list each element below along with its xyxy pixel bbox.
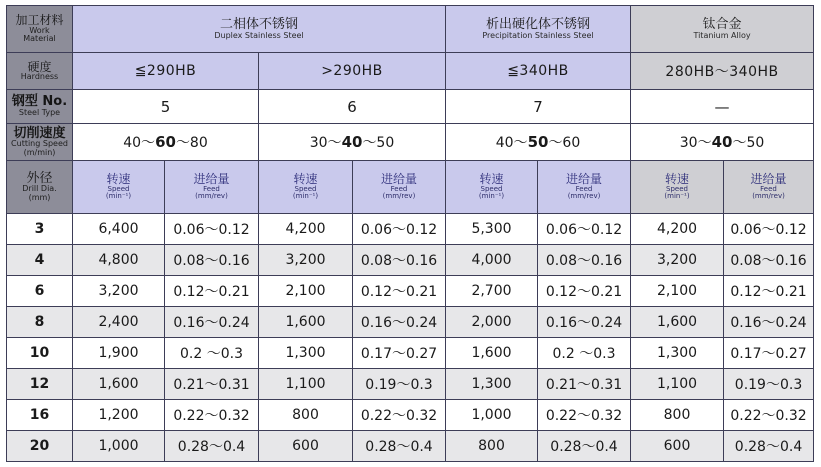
feed-header-sub2: (mm/rev) xyxy=(195,192,228,201)
cutting-speed-label-cell xyxy=(7,124,73,161)
table-cell: 1,600 xyxy=(446,338,538,369)
table-cell: 0.08～0.16 xyxy=(538,245,631,276)
table-cell: 0.22～0.32 xyxy=(724,400,814,431)
table-cell: 0.2 ～0.3 xyxy=(165,338,259,369)
table-row xyxy=(7,338,814,369)
table-cell: 0.17～0.27 xyxy=(353,338,446,369)
table-cell: 0.08～0.16 xyxy=(353,245,446,276)
cutting-speed-recommended: 40 xyxy=(341,133,363,151)
cutting-speed-value xyxy=(259,124,446,161)
table-cell: 0.28～0.4 xyxy=(165,431,259,462)
speed-header-label: 转速 xyxy=(106,172,131,187)
table-row xyxy=(7,400,814,431)
table-cell: 4,000 xyxy=(446,245,538,276)
work-material-sub1: Work xyxy=(29,25,50,35)
table-cell: 0.12～0.21 xyxy=(353,276,446,307)
steel-type-value: 7 xyxy=(446,90,631,124)
steel-type-sub: Steel Type xyxy=(18,108,61,118)
speed-column-header xyxy=(446,161,538,214)
speed-header-sub1: Speed xyxy=(107,184,130,193)
table-row xyxy=(7,214,814,245)
table-cell: 0.28～0.4 xyxy=(724,431,814,462)
hardness-label-cell xyxy=(7,53,73,90)
feed-header-label: 进给量 xyxy=(750,172,787,187)
table-cell: 0.12～0.21 xyxy=(165,276,259,307)
drill-diameter-sub2: (mm) xyxy=(28,192,51,202)
table-cell: 0.16～0.24 xyxy=(165,307,259,338)
speed-header-label: 转速 xyxy=(479,172,504,187)
drill-diameter-cell: 3 xyxy=(7,214,73,245)
table-cell: 1,600 xyxy=(73,369,165,400)
work-material-sub2: Material xyxy=(23,34,56,44)
table-cell: 0.16～0.24 xyxy=(353,307,446,338)
steel-type-value: — xyxy=(631,90,814,124)
table-cell: 0.16～0.24 xyxy=(724,307,814,338)
drill-diameter-label-cell xyxy=(7,161,73,214)
hardness-value: 280HB～340HB xyxy=(631,53,814,90)
cutting-speed-low: 30～ xyxy=(309,135,342,151)
table-row xyxy=(7,245,814,276)
table-cell: 1,600 xyxy=(631,307,724,338)
feed-header-label: 进给量 xyxy=(193,172,230,187)
speed-column-header xyxy=(631,161,724,214)
cutting-speed-recommended: 60 xyxy=(155,133,176,151)
table-cell: 4,800 xyxy=(73,245,165,276)
table-cell: 600 xyxy=(631,431,724,462)
speed-header-sub2: (min⁻¹) xyxy=(478,192,505,201)
cutting-speed-high: ～50 xyxy=(732,135,765,151)
feed-column-header xyxy=(538,161,631,214)
speed-header-sub1: Speed xyxy=(294,184,317,193)
work-material-label-cell xyxy=(7,6,73,53)
table-cell: 0.16～0.24 xyxy=(538,307,631,338)
cutting-speed-sub2: (m/min) xyxy=(23,147,56,157)
speed-header-sub1: Speed xyxy=(480,184,503,193)
table-cell: 4,200 xyxy=(631,214,724,245)
drill-diameter-cell: 12 xyxy=(7,369,73,400)
table-cell: 2,700 xyxy=(446,276,538,307)
drill-diameter-cell: 16 xyxy=(7,400,73,431)
speed-header-sub2: (min⁻¹) xyxy=(105,192,132,201)
group-duplex-subtitle: Duplex Stainless Steel xyxy=(214,30,304,40)
table-cell: 1,000 xyxy=(446,400,538,431)
table-cell: 0.06～0.12 xyxy=(724,214,814,245)
table-cell: 0.21～0.31 xyxy=(538,369,631,400)
table-cell: 0.06～0.12 xyxy=(165,214,259,245)
hardness-value: >290HB xyxy=(259,53,446,90)
cutting-speed-recommended: 40 xyxy=(711,133,733,151)
drill-diameter-cell: 10 xyxy=(7,338,73,369)
hardness-label: 硬度 xyxy=(27,59,52,74)
speed-header-sub1: Speed xyxy=(666,184,688,193)
table-cell: 4,200 xyxy=(259,214,353,245)
feed-column-header xyxy=(353,161,446,214)
table-row xyxy=(7,369,814,400)
table-cell: 0.22～0.32 xyxy=(353,400,446,431)
cutting-speed-recommended: 50 xyxy=(527,133,549,151)
table-cell: 1,000 xyxy=(73,431,165,462)
hardness-sub: Hardness xyxy=(20,72,59,82)
table-cell: 1,600 xyxy=(259,307,353,338)
table-cell: 1,100 xyxy=(631,369,724,400)
feed-header-label: 进给量 xyxy=(380,172,417,187)
table-cell: 2,100 xyxy=(259,276,353,307)
feed-header-sub2: (mm/rev) xyxy=(752,192,785,201)
table-cell: 6,400 xyxy=(73,214,165,245)
group-titanium-header xyxy=(631,6,814,53)
cutting-speed-high: ～80 xyxy=(175,135,208,151)
table-cell: 800 xyxy=(446,431,538,462)
table-cell: 0.08～0.16 xyxy=(724,245,814,276)
table-cell: 1,100 xyxy=(259,369,353,400)
table-cell: 3,200 xyxy=(73,276,165,307)
table-cell: 0.28～0.4 xyxy=(538,431,631,462)
feed-header-sub1: Feed xyxy=(760,184,777,193)
table-cell: 0.06～0.12 xyxy=(538,214,631,245)
steel-type-value: 6 xyxy=(259,90,446,124)
drill-diameter-cell: 20 xyxy=(7,431,73,462)
drill-diameter-cell: 4 xyxy=(7,245,73,276)
cutting-speed-value xyxy=(446,124,631,161)
table-cell: 0.21～0.31 xyxy=(165,369,259,400)
steel-type-value: 5 xyxy=(73,90,259,124)
table-cell: 1,900 xyxy=(73,338,165,369)
group-titanium-subtitle: Titanium Alloy xyxy=(693,30,751,40)
table-cell: 600 xyxy=(259,431,353,462)
cutting-speed-high: ～60 xyxy=(548,135,581,151)
table-cell: 1,300 xyxy=(631,338,724,369)
drill-diameter-cell: 6 xyxy=(7,276,73,307)
work-material-label: 加工材料 xyxy=(15,13,64,28)
table-cell: 0.12～0.21 xyxy=(538,276,631,307)
group-duplex-title: 二相体不锈钢 xyxy=(219,16,298,32)
table-cell: 0.22～0.32 xyxy=(538,400,631,431)
group-precipitation-title: 析出硬化体不锈钢 xyxy=(486,16,591,32)
drill-diameter-label: 外径 xyxy=(26,170,53,186)
cutting-speed-low: 40～ xyxy=(123,135,156,151)
table-cell: 0.28～0.4 xyxy=(353,431,446,462)
table-cell: 0.08～0.16 xyxy=(165,245,259,276)
table-cell: 2,000 xyxy=(446,307,538,338)
group-precipitation-header xyxy=(446,6,631,53)
table-cell: 0.19～0.3 xyxy=(353,369,446,400)
feed-header-sub1: Feed xyxy=(390,184,408,193)
feed-header-sub2: (mm/rev) xyxy=(382,192,416,201)
group-duplex-header xyxy=(73,6,446,53)
cutting-speed-low: 30～ xyxy=(679,135,712,151)
feed-column-header xyxy=(165,161,259,214)
table-cell: 1,300 xyxy=(259,338,353,369)
feed-header-sub1: Feed xyxy=(203,184,220,193)
table-cell: 0.12～0.21 xyxy=(724,276,814,307)
hardness-value: ≦340HB xyxy=(446,53,631,90)
table-cell: 3,200 xyxy=(631,245,724,276)
speed-column-header xyxy=(73,161,165,214)
table-cell: 2,100 xyxy=(631,276,724,307)
speed-header-sub2: (min⁻¹) xyxy=(292,192,319,201)
group-titanium-title: 钛合金 xyxy=(702,16,742,32)
table-cell: 800 xyxy=(259,400,353,431)
steel-type-label-cell xyxy=(7,90,73,124)
table-cell: 0.19～0.3 xyxy=(724,369,814,400)
speed-header-label: 转速 xyxy=(293,172,318,187)
table-row xyxy=(7,431,814,462)
speed-header-sub2: (min⁻¹) xyxy=(664,192,690,201)
table-cell: 800 xyxy=(631,400,724,431)
table-cell: 2,400 xyxy=(73,307,165,338)
feed-header-sub1: Feed xyxy=(575,184,593,193)
table-cell: 1,200 xyxy=(73,400,165,431)
table-cell: 0.2 ～0.3 xyxy=(538,338,631,369)
cutting-speed-value xyxy=(73,124,259,161)
feed-header-sub2: (mm/rev) xyxy=(567,192,601,201)
table-row xyxy=(7,276,814,307)
table-cell: 0.17～0.27 xyxy=(724,338,814,369)
feed-header-label: 进给量 xyxy=(566,172,603,187)
cutting-speed-label: 切削速度 xyxy=(13,125,66,141)
table-cell: 3,200 xyxy=(259,245,353,276)
table-cell: 0.22～0.32 xyxy=(165,400,259,431)
speed-column-header xyxy=(259,161,353,214)
drill-diameter-cell: 8 xyxy=(7,307,73,338)
table-row xyxy=(7,307,814,338)
group-precipitation-subtitle: Precipitation Stainless Steel xyxy=(482,30,594,40)
cutting-speed-value xyxy=(631,124,814,161)
feed-column-header xyxy=(724,161,814,214)
steel-type-label: 钢型 No. xyxy=(11,94,68,110)
cutting-speed-high: ～50 xyxy=(362,135,395,151)
speed-header-label: 转速 xyxy=(665,172,690,187)
table-cell: 0.06～0.12 xyxy=(353,214,446,245)
cutting-speed-sub1: Cutting Speed xyxy=(11,139,68,149)
drill-diameter-sub1: Drill Dia. xyxy=(22,184,57,194)
cutting-speed-low: 40～ xyxy=(495,135,528,151)
table-cell: 5,300 xyxy=(446,214,538,245)
hardness-value: ≦290HB xyxy=(73,53,259,90)
cutting-conditions-table xyxy=(6,5,814,462)
table-cell: 1,300 xyxy=(446,369,538,400)
